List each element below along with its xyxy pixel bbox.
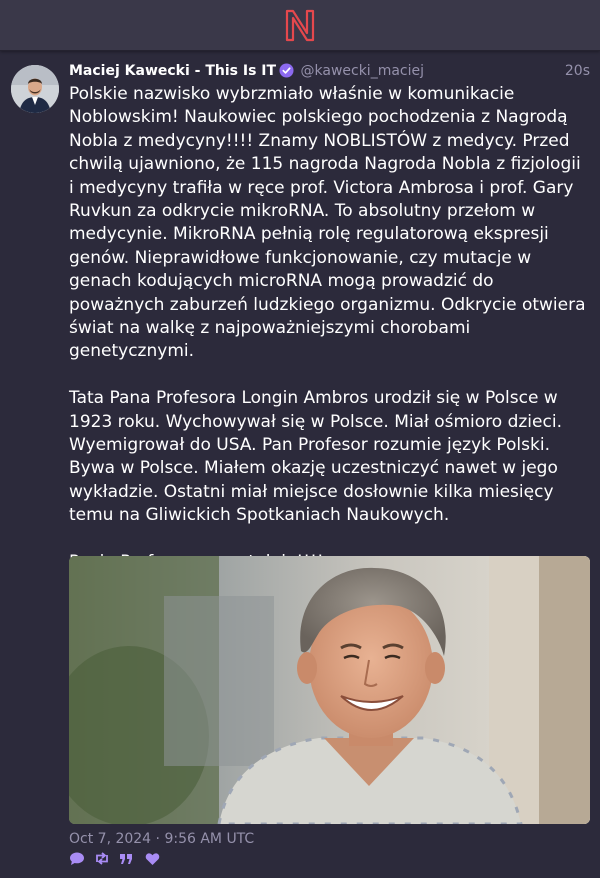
repost-icon[interactable]	[94, 851, 110, 870]
post-image[interactable]	[69, 556, 590, 824]
display-name[interactable]: Maciej Kawecki - This Is IT	[69, 63, 277, 79]
post-text	[69, 83, 590, 575]
reply-icon[interactable]	[69, 851, 85, 870]
post-date[interactable]: Oct 7, 2024 · 9:56 AM UTC	[69, 831, 255, 847]
avatar[interactable]	[11, 65, 59, 113]
top-bar	[0, 0, 600, 51]
post-paragraph: Tata Pana Profesora Longin Ambros urodził się w Polsce w 1923 roku. Wychowywał się w Polsce. Miał ośmioro dzieci. Wyemigrował do USA. Pan Profesor rozumie język Polski. Bywa w Polsce. Miałem okazję uczestniczyć nawet w jego wykładzie. Ostatni miał miejsce dosłownie kilka miesięcy temu na Gliwickich Spotkaniach Naukowych.	[69, 388, 562, 526]
quote-icon[interactable]	[119, 851, 133, 870]
n-logo-icon[interactable]	[284, 8, 316, 42]
post	[0, 52, 600, 878]
like-icon[interactable]	[145, 851, 160, 870]
professor-photo	[69, 556, 590, 824]
post-paragraph: Polskie nazwisko wybrzmiało właśnie w komunikacie Noblowskim! Naukowiec polskiego pochodzenia z Nagrodą Nobla z medycyny!!!! Znamy NOBLISTÓW z medycy. Przed chwilą ujawniono, że 115 nagroda Nagroda Nobla z fizjologii i medycyny trafiła w ręce prof. Victora Ambrosa i prof. Gary Ruvkun za odkrycie mikroRNA. To absolutny przełom w medycynie. MikroRNA pełnią rolę regulatorową ekspresji genów. Nieprawidłowe funkcjonowanie, czy mutacje w genach kodujących microRNA mogą prowadzić do poważnych zaburzeń ludzkiego organizmu. Odkrycie otwiera świat na walkę z najpoważniejszymi chorobami genetycznymi.	[69, 84, 586, 362]
verified-badge-icon	[279, 63, 294, 78]
post-time-ago[interactable]: 20s	[564, 63, 590, 79]
username[interactable]: @kawecki_maciej	[300, 63, 425, 79]
avatar-photo	[11, 65, 59, 113]
post-header	[69, 60, 590, 82]
